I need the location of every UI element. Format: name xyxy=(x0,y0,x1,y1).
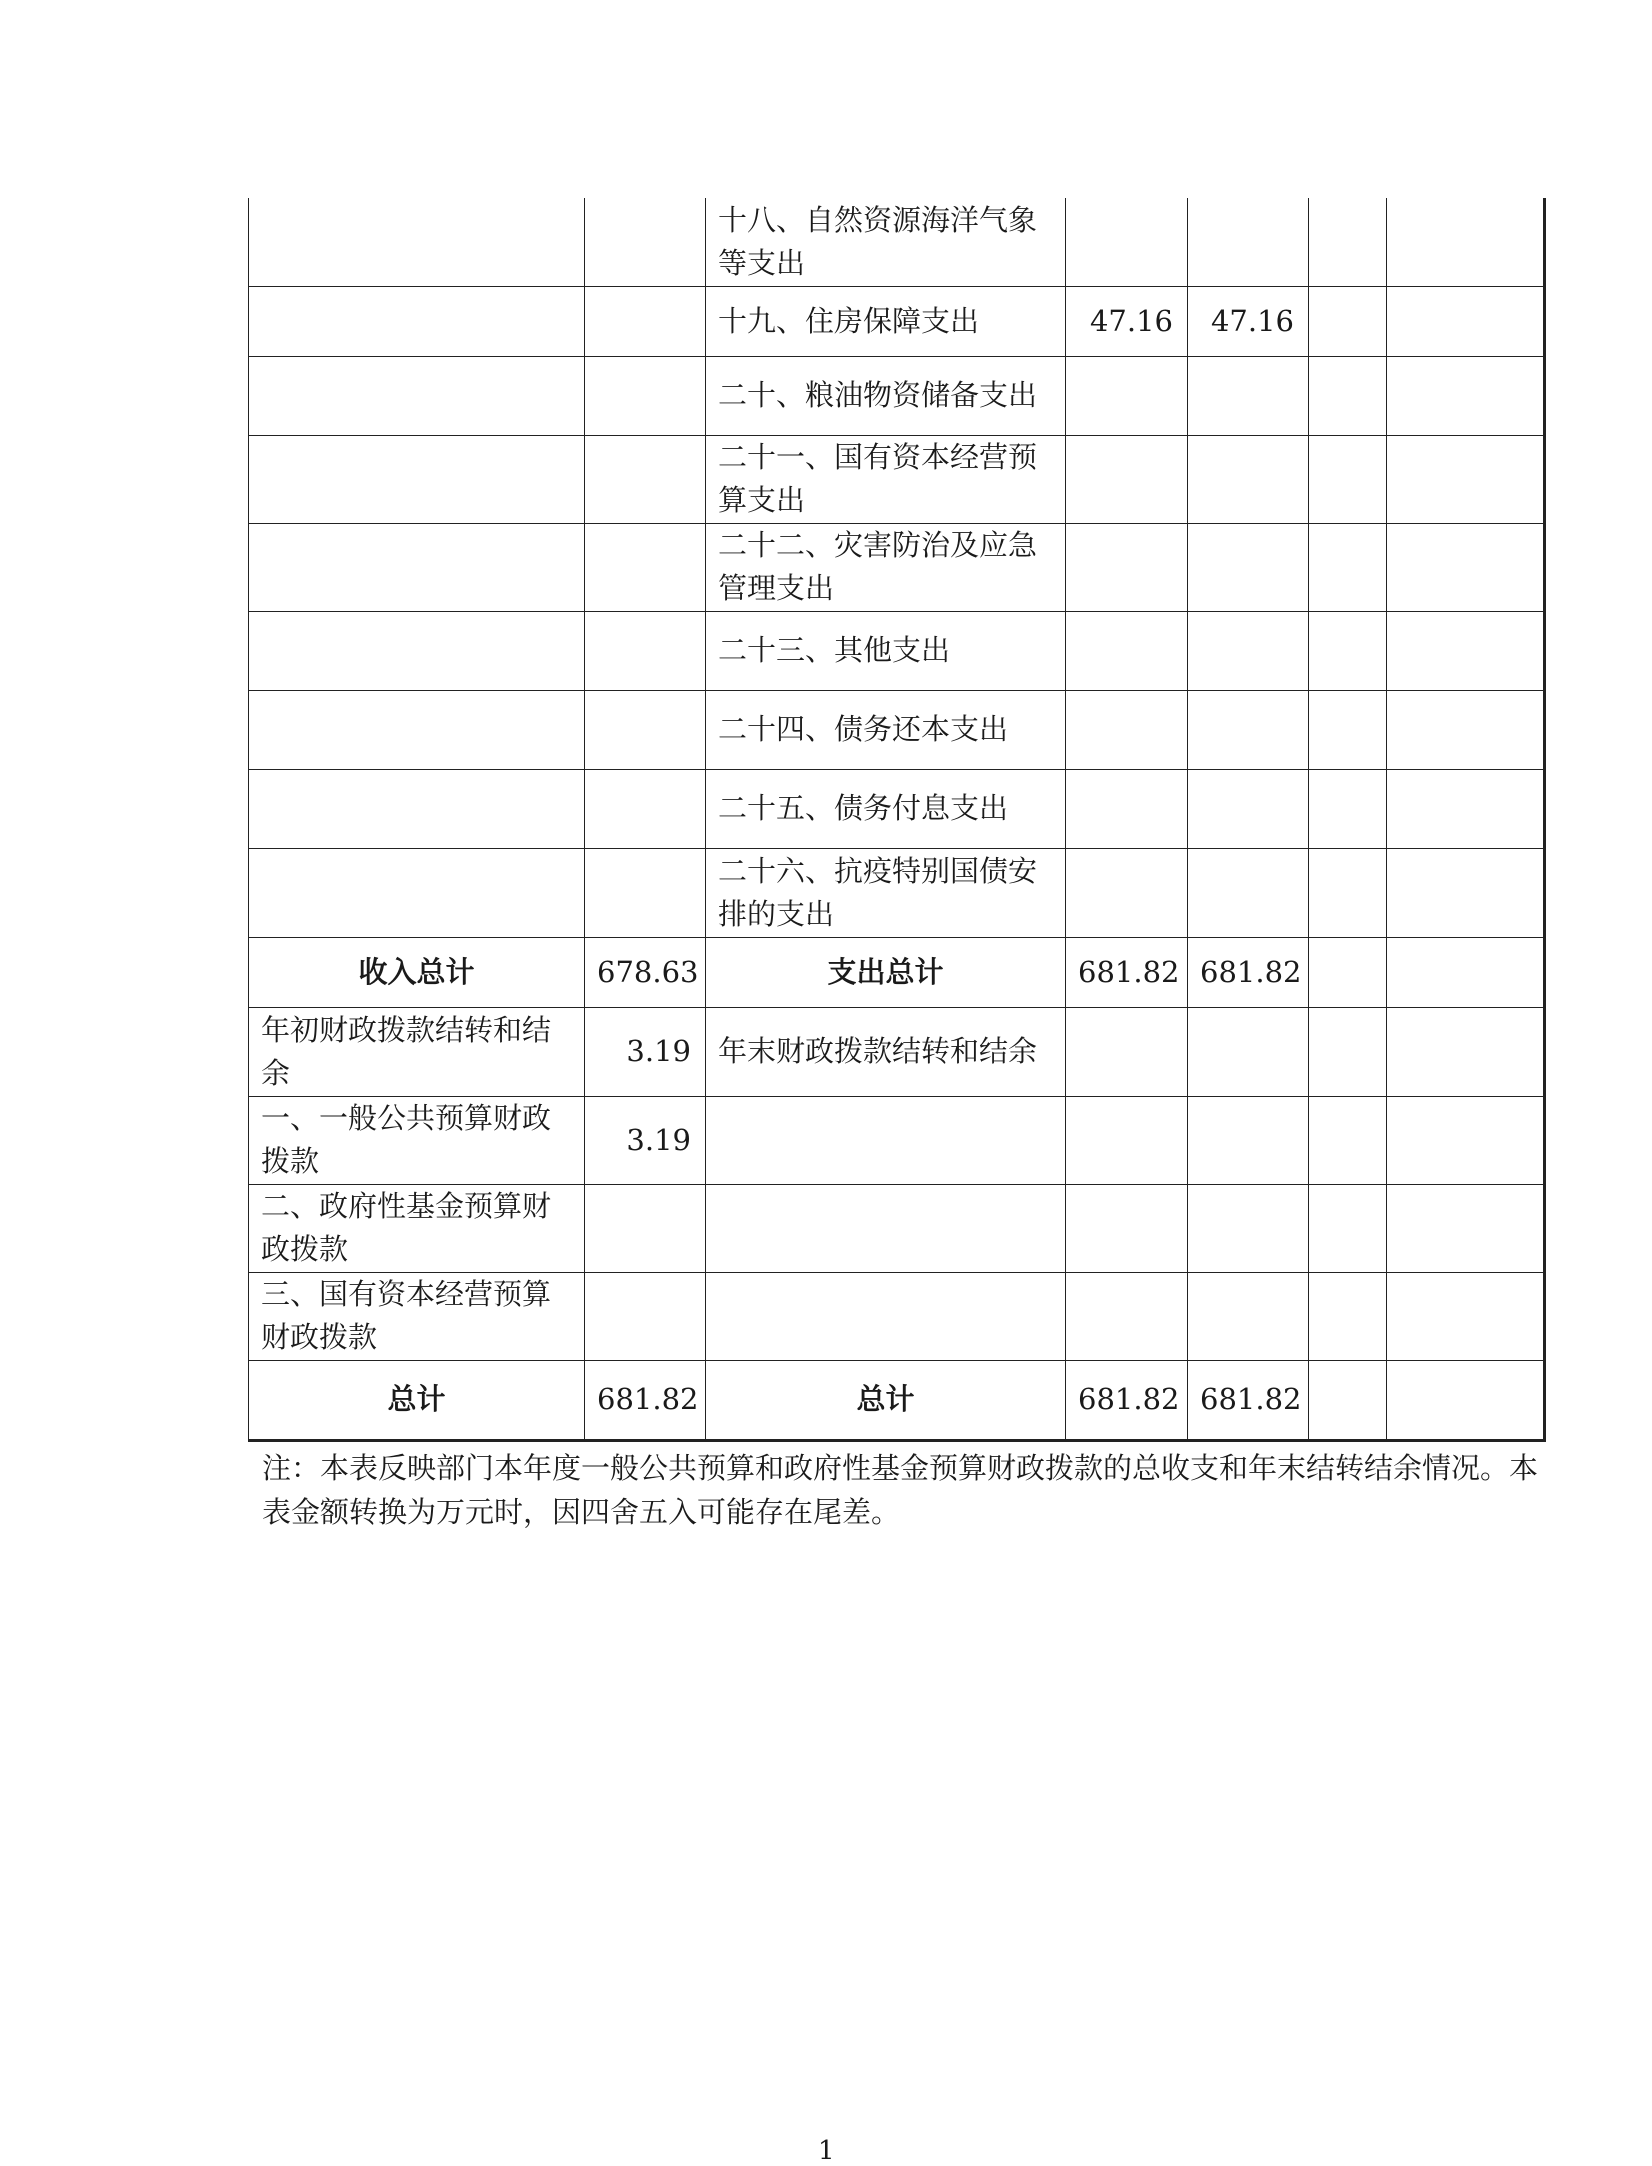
table-cell xyxy=(1188,1096,1309,1184)
expenditure-total-label: 支出总计 xyxy=(706,937,1066,1007)
table-cell xyxy=(1188,198,1309,286)
table-cell xyxy=(585,356,706,435)
table-cell: 二十一、国有资本经营预算支出 xyxy=(706,435,1066,523)
table-cell: 二十三、其他支出 xyxy=(706,611,1066,690)
table-cell xyxy=(1387,1360,1545,1440)
table-cell xyxy=(585,1272,706,1360)
table-cell xyxy=(585,769,706,848)
table-row xyxy=(249,937,1545,1007)
table-cell xyxy=(1188,611,1309,690)
table-cell xyxy=(1066,1007,1188,1096)
table-cell xyxy=(1387,611,1545,690)
table-cell xyxy=(1188,1007,1309,1096)
table-cell xyxy=(1387,523,1545,611)
table-cell xyxy=(1066,523,1188,611)
table-cell xyxy=(1309,1184,1387,1272)
table-cell: 三、国有资本经营预算财政拨款 xyxy=(249,1272,585,1360)
table-cell xyxy=(249,198,585,286)
table-cell: 二十六、抗疫特别国债安排的支出 xyxy=(706,848,1066,937)
table-row xyxy=(249,1096,1545,1184)
table-row xyxy=(249,1272,1545,1360)
table-row xyxy=(249,1360,1545,1440)
table-cell xyxy=(1188,1184,1309,1272)
table-cell: 47.16 xyxy=(1188,286,1309,356)
table-cell xyxy=(249,356,585,435)
table-cell xyxy=(706,1272,1066,1360)
table-cell: 十九、住房保障支出 xyxy=(706,286,1066,356)
table-cell xyxy=(1066,1096,1188,1184)
table-cell xyxy=(1066,611,1188,690)
table-row xyxy=(249,523,1545,611)
table-cell xyxy=(1309,769,1387,848)
table-cell xyxy=(1309,356,1387,435)
table-cell xyxy=(1066,848,1188,937)
table-cell: 二十五、债务付息支出 xyxy=(706,769,1066,848)
table-cell xyxy=(1387,198,1545,286)
table-cell xyxy=(1188,769,1309,848)
table-row xyxy=(249,848,1545,937)
table-cell xyxy=(1387,1272,1545,1360)
income-total-label: 收入总计 xyxy=(249,937,585,1007)
table-cell xyxy=(249,523,585,611)
table-cell xyxy=(1309,198,1387,286)
table-cell xyxy=(1387,286,1545,356)
table-cell xyxy=(249,286,585,356)
table-cell xyxy=(1066,690,1188,769)
table-cell xyxy=(1066,1272,1188,1360)
table-row xyxy=(249,690,1545,769)
table-cell xyxy=(1309,1360,1387,1440)
table-row xyxy=(249,1007,1545,1096)
table-cell xyxy=(249,611,585,690)
table-cell xyxy=(249,690,585,769)
table-cell: 二十四、债务还本支出 xyxy=(706,690,1066,769)
table-cell xyxy=(706,1184,1066,1272)
table-cell xyxy=(585,848,706,937)
table-cell xyxy=(1066,198,1188,286)
table-cell xyxy=(1309,690,1387,769)
table-row xyxy=(249,356,1545,435)
table-row xyxy=(249,769,1545,848)
table-row xyxy=(249,435,1545,523)
table-cell: 二十二、灾害防治及应急管理支出 xyxy=(706,523,1066,611)
table-cell xyxy=(585,1184,706,1272)
table-footnote: 注：本表反映部门本年度一般公共预算和政府性基金预算财政拨款的总收支和年末结转结余情况。本表金额转换为万元时，因四舍五入可能存在尾差。 xyxy=(262,1451,1539,1529)
table-cell xyxy=(249,848,585,937)
table-cell: 一、一般公共预算财政拨款 xyxy=(249,1096,585,1184)
table-cell xyxy=(1387,937,1545,1007)
table-cell xyxy=(1188,356,1309,435)
table-cell xyxy=(1309,848,1387,937)
table-row xyxy=(249,198,1545,286)
table-cell xyxy=(585,435,706,523)
table-cell xyxy=(1309,435,1387,523)
table-cell xyxy=(1387,1007,1545,1096)
table-cell xyxy=(1309,286,1387,356)
grand-total-expenditure-label: 总计 xyxy=(706,1360,1066,1440)
table-row xyxy=(249,286,1545,356)
table-cell: 3.19 xyxy=(585,1007,706,1096)
table-cell xyxy=(1387,690,1545,769)
table-cell xyxy=(585,198,706,286)
table-cell: 681.82 xyxy=(1188,937,1309,1007)
table-cell xyxy=(1387,848,1545,937)
table-cell xyxy=(1387,356,1545,435)
table-cell xyxy=(1387,1096,1545,1184)
table-cell xyxy=(1309,937,1387,1007)
table-cell xyxy=(1309,1096,1387,1184)
table-cell xyxy=(1188,435,1309,523)
table-cell xyxy=(585,611,706,690)
table-cell xyxy=(1309,523,1387,611)
table-cell xyxy=(249,769,585,848)
table-cell xyxy=(1066,1184,1188,1272)
table-cell: 47.16 xyxy=(1066,286,1188,356)
table-cell: 二、政府性基金预算财政拨款 xyxy=(249,1184,585,1272)
table-row xyxy=(249,1184,1545,1272)
table-cell: 二十、粮油物资储备支出 xyxy=(706,356,1066,435)
grand-total-income-value: 681.82 xyxy=(585,1360,706,1440)
table-cell: 681.82 xyxy=(1188,1360,1309,1440)
table-cell xyxy=(1309,1007,1387,1096)
fiscal-budget-table xyxy=(248,198,1546,1442)
table-cell xyxy=(585,690,706,769)
table-cell xyxy=(1188,848,1309,937)
expenditure-total-value: 681.82 xyxy=(1066,937,1188,1007)
table-cell: 3.19 xyxy=(585,1096,706,1184)
income-total-value: 678.63 xyxy=(585,937,706,1007)
page-number: 1 xyxy=(818,2136,835,2166)
table-cell xyxy=(585,523,706,611)
table-row xyxy=(249,611,1545,690)
grand-total-expenditure-value: 681.82 xyxy=(1066,1360,1188,1440)
table-cell: 年初财政拨款结转和结余 xyxy=(249,1007,585,1096)
table-cell xyxy=(1066,356,1188,435)
table-cell xyxy=(1188,523,1309,611)
grand-total-income-label: 总计 xyxy=(249,1360,585,1440)
table-cell xyxy=(1387,769,1545,848)
table-cell xyxy=(1188,1272,1309,1360)
table-cell xyxy=(1309,611,1387,690)
table-cell xyxy=(1387,1184,1545,1272)
table-cell xyxy=(585,286,706,356)
table-cell xyxy=(706,1096,1066,1184)
table-cell xyxy=(1387,435,1545,523)
table-cell xyxy=(1188,690,1309,769)
table-cell xyxy=(1066,769,1188,848)
table-cell: 年末财政拨款结转和结余 xyxy=(706,1007,1066,1096)
table-cell xyxy=(249,435,585,523)
table-cell xyxy=(1309,1272,1387,1360)
table-cell xyxy=(1066,435,1188,523)
table-cell: 十八、自然资源海洋气象等支出 xyxy=(706,198,1066,286)
